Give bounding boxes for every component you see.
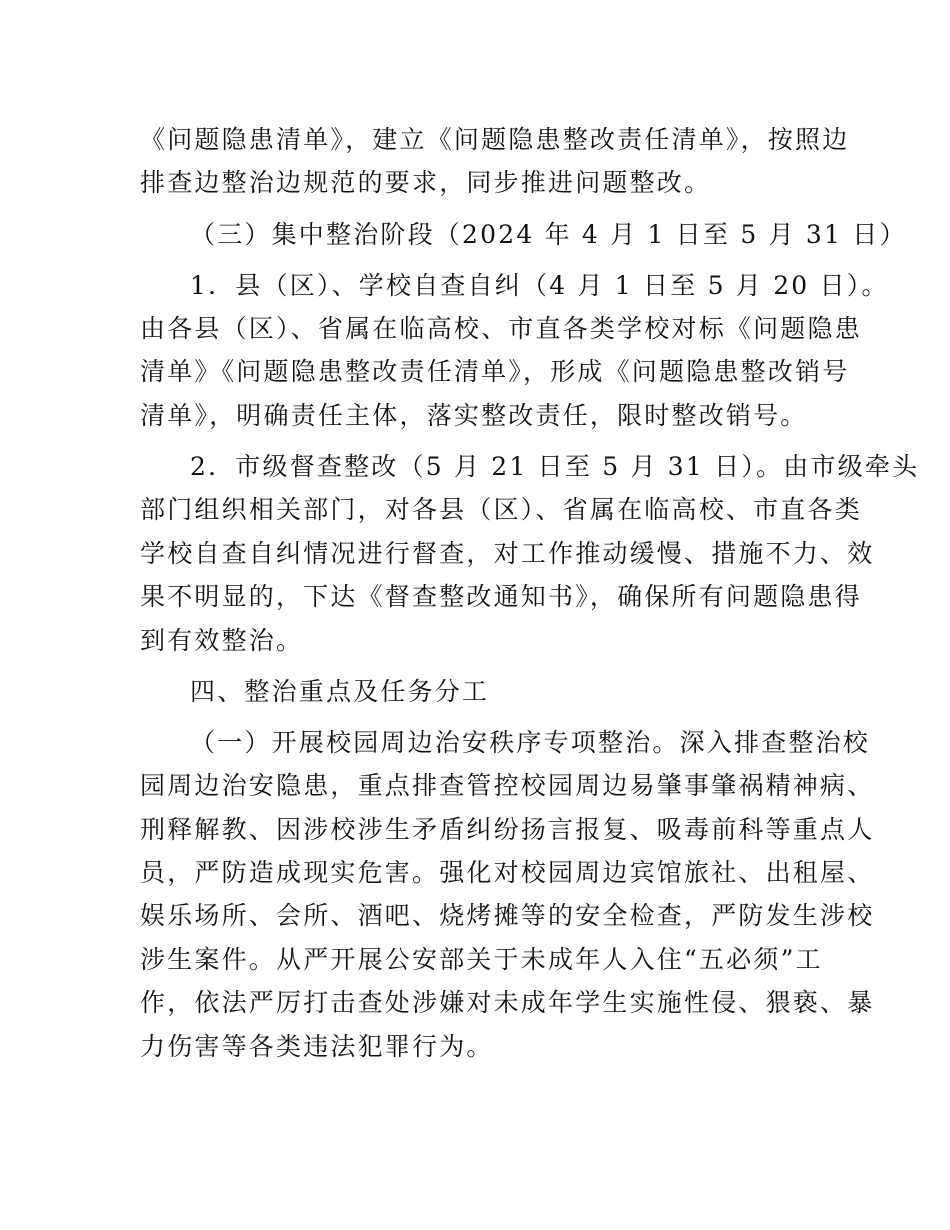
section-heading: （三）集中整治阶段（2024 年 4 月 1 日至 5 月 31 日） [190,220,907,249]
chapter-heading: 四、整治重点及任务分工 [190,677,490,706]
body-line: 学校自查自纠情况进行督查，对工作推动缓慢、措施不力、效 [140,539,875,568]
body-line: 排查边整治边规范的要求，同步推进问题整改。 [140,168,712,197]
body-line: 涉生案件。从严开展公安部关于未成年人入住“五必须”工 [140,945,823,974]
body-line: 《问题隐患清单》，建立《问题隐患整改责任清单》，按照边 [140,125,850,154]
body-line: 由各县（区）、省属在临高校、市直各类学校对标《问题隐患 [140,314,862,343]
subsection-heading: 2．市级督查整改（5 月 21 日至 5 月 31 日）。由市级牵头 [190,452,920,481]
body-line: 部门组织相关部门，对各县（区）、省属在临高校、市直各类 [140,495,862,524]
body-line: 清单》《问题隐患整改责任清单》，形成《问题隐患整改销号 [140,357,850,386]
body-line: 员，严防造成现实危害。强化对校园周边宾馆旅社、出租屋、 [140,858,875,887]
body-line: 刑释解教、因涉校涉生矛盾纠纷扬言报复、吸毒前科等重点人 [140,815,875,844]
body-line: 娱乐场所、会所、酒吧、烧烤摊等的安全检查，严防发生涉校 [140,901,875,930]
subsection-heading: 1．县（区）、学校自查自纠（4 月 1 日至 5 月 20 日）。 [190,271,889,300]
body-line: 清单》，明确责任主体，落实整改责任，限时整改销号。 [140,401,808,430]
body-line: 到有效整治。 [140,626,304,655]
body-line: 园周边治安隐患，重点排查管控校园周边易肇事肇祸精神病、 [140,771,875,800]
paragraph-heading: （一）开展校园周边治安秩序专项整治。深入排查整治校 [190,728,871,757]
body-line: 作，依法严厉打击查处涉嫌对未成年学生实施性侵、猥亵、暴 [140,988,875,1017]
body-line: 力伤害等各类违法犯罪行为。 [140,1032,494,1061]
body-line: 果不明显的，下达《督查整改通知书》，确保所有问题隐患得 [140,582,862,611]
